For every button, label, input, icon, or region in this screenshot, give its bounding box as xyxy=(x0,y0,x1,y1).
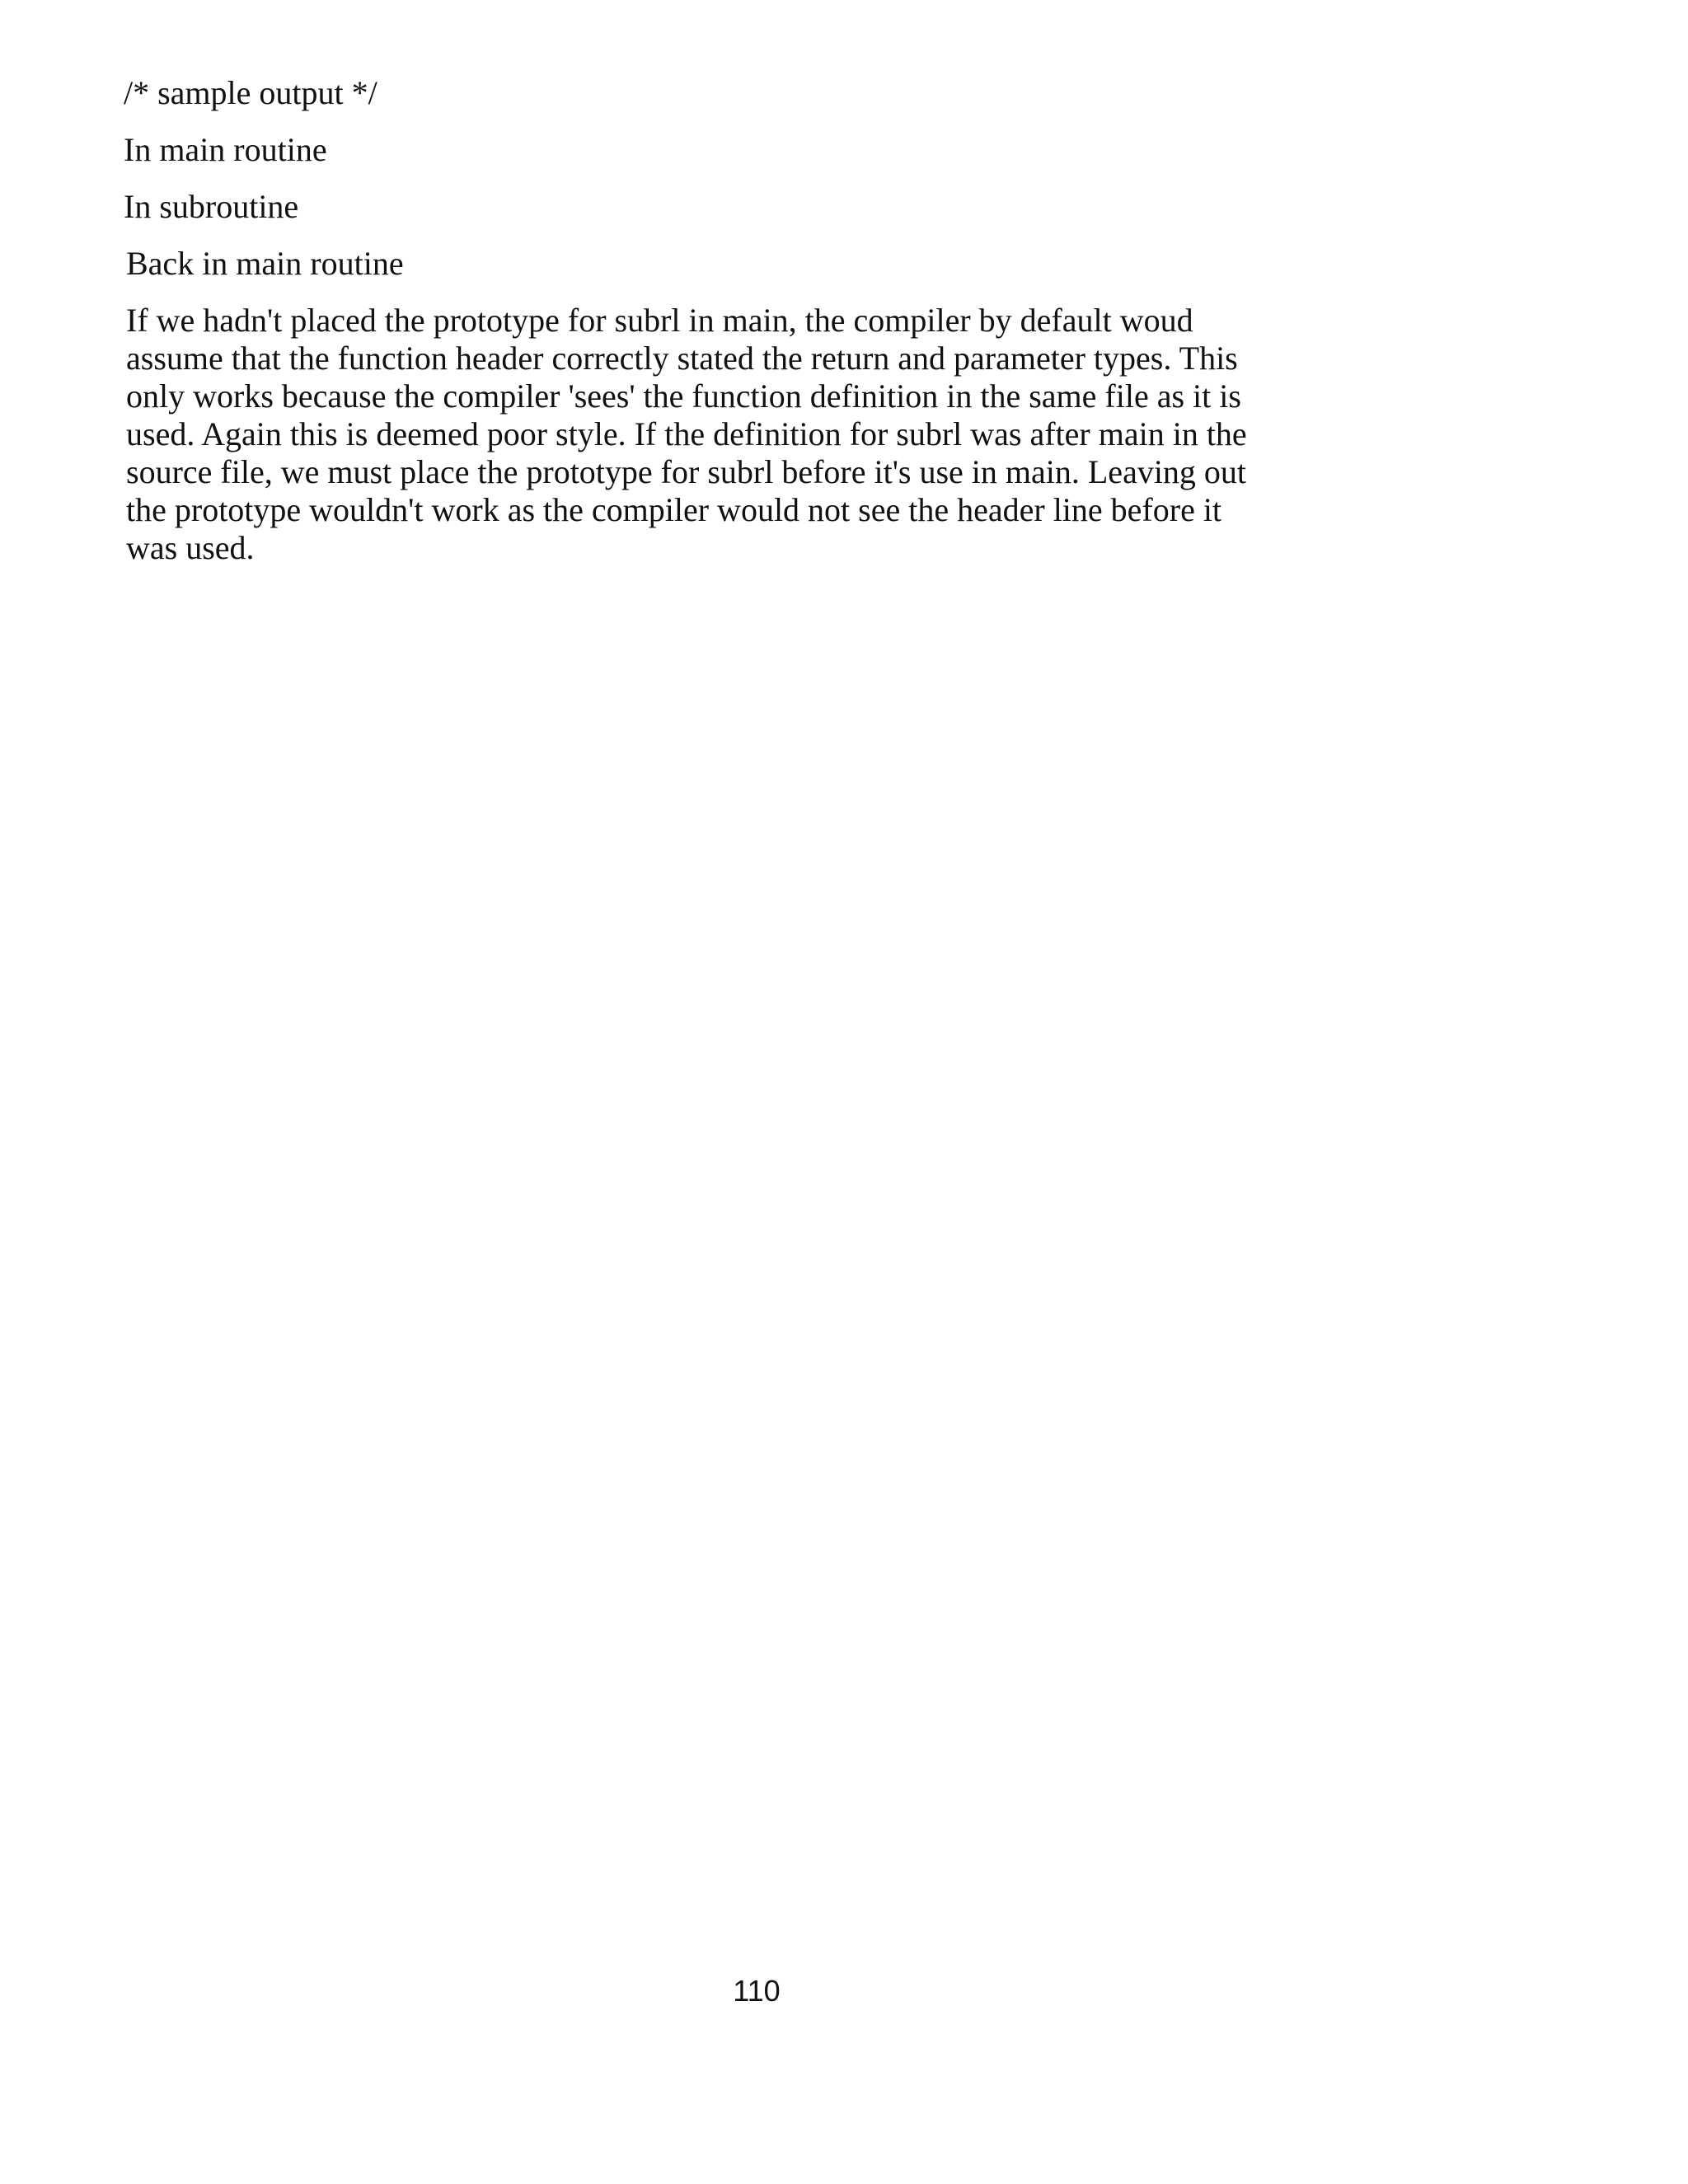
explanation-paragraph xyxy=(126,302,1280,567)
paragraph-line: the prototype wouldn't work as the compiler would not see the header line before it xyxy=(126,491,1222,528)
sample-output-comment: /* sample output */ xyxy=(124,74,377,111)
paragraph-line: assume that the function header correctly stated the return and parameter types. This xyxy=(126,340,1238,377)
paragraph-line: was used. xyxy=(126,529,255,566)
paragraph-line: source file, we must place the prototype for subrl before it's use in main. Leaving out xyxy=(126,453,1247,490)
output-line-subroutine: In subroutine xyxy=(124,188,299,225)
paragraph-line: If we hadn't placed the prototype for subrl in main, the compiler by default woud xyxy=(126,302,1193,339)
output-line-main-routine: In main routine xyxy=(124,131,327,168)
paragraph-line: only works because the compiler 'sees' the function definition in the same file as it is xyxy=(126,377,1241,415)
page-number: 110 xyxy=(733,1974,781,2008)
output-line-back-in-main: Back in main routine xyxy=(126,245,404,282)
paragraph-line: used. Again this is deemed poor style. If the definition for subrl was after main in the xyxy=(126,415,1247,452)
